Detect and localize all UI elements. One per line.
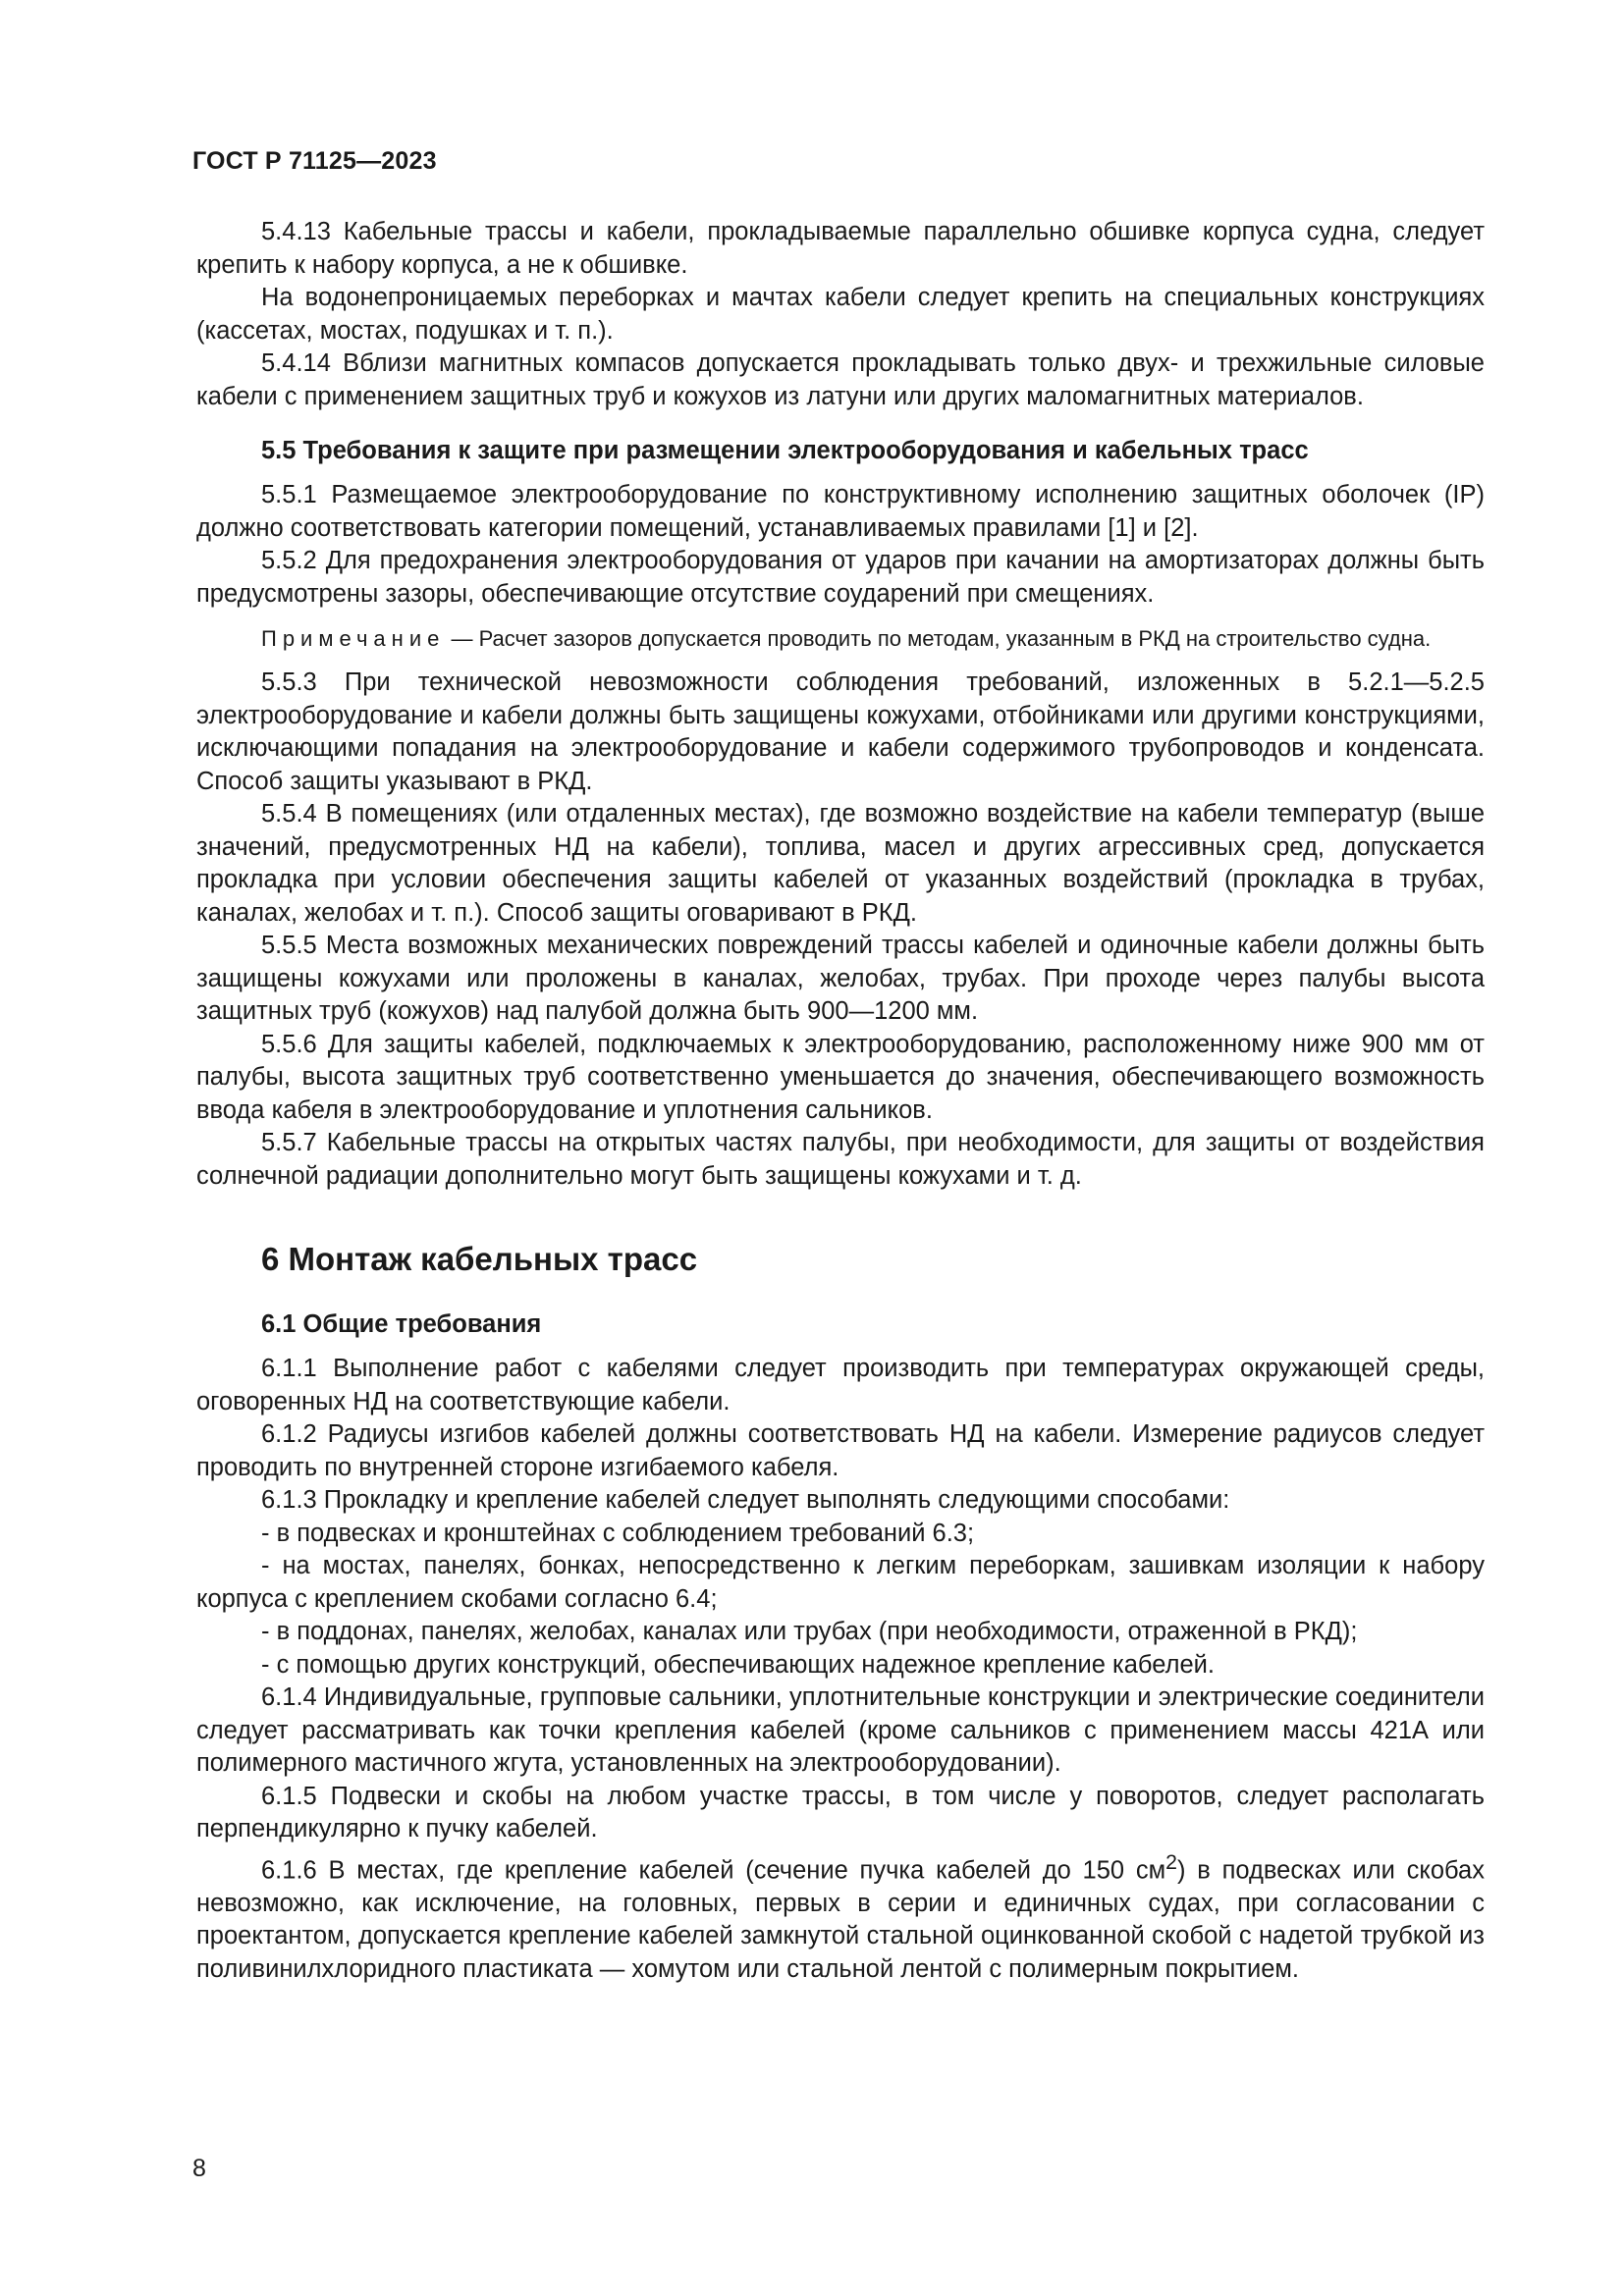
paragraph-6-1-6-part-a: 6.1.6 В местах, где крепление кабелей (сечение пучка кабелей до 150 см	[261, 1856, 1166, 1884]
paragraph-6-1-6-part-b: ) в подвесках или скобах невозможно, как исключение, на головных, первых в серии и единичных судах, при согласовании с проектантом, допускается крепление кабелей замкнутой стальной оцинкованной скобой с надетой трубкой из поливинилхлоридного пластиката — хомутом или стальной лентой с полимерным покрытием.	[196, 1856, 1485, 1983]
paragraph-5-4-13-continued: На водонепроницаемых переборках и мачтах кабели следует крепить на специальных конструкциях (кассетах, мостах, подушках и т. п.).	[196, 284, 1485, 345]
heading-6-1: 6.1 Общие требования	[261, 1310, 542, 1338]
page-number: 8	[192, 2155, 206, 2182]
note	[196, 622, 1485, 655]
paragraph-5-5-2: 5.5.2 Для предохранения электрооборудования от ударов при качании на амортизаторах должны быть предусмотрены зазоры, обеспечивающие отсутствие соударений при смещениях.	[196, 547, 1485, 608]
paragraph-5-5-7: 5.5.7 Кабельные трассы на открытых частях палубы, при необходимости, для защиты от воздействия солнечной радиации дополнительно могут быть защищены кожухами и т. д.	[196, 1129, 1485, 1190]
paragraph-6-1-5: 6.1.5 Подвески и скобы на любом участке трассы, в том числе у поворотов, следует располагать перпендикулярно к пучку кабелей.	[196, 1782, 1485, 1842]
heading-section-6: 6 Монтаж кабельных трасс	[261, 1241, 698, 1277]
superscript-2: 2	[1165, 1849, 1177, 1874]
paragraph-6-1-3: 6.1.3 Прокладку и крепление кабелей следует выполнять следующими способами:	[261, 1486, 1230, 1514]
paragraph-5-5-1: 5.5.1 Размещаемое электрооборудование по конструктивному исполнению защитных оболочек (IP) должно соответствовать категории помещений, устанавливаемых правилами [1] и [2].	[196, 481, 1485, 542]
paragraph-6-1-1: 6.1.1 Выполнение работ с кабелями следует производить при температурах окружающей среды, оговоренных НД на соответствующие кабели.	[196, 1355, 1485, 1415]
list-item: - в поддонах, панелях, желобах, каналах или трубах (при необходимости, отраженной в РКД);	[261, 1618, 1358, 1645]
document-header: ГОСТ Р 71125—2023	[192, 147, 437, 175]
paragraph-5-5-5: 5.5.5 Места возможных механических повреждений трассы кабелей и одиночные кабели должны быть защищены кожухами или проложены в каналах, желобах, трубах. При проходе через палубы высота защитных труб (кожухов) над палубой должна быть 900—1200 мм.	[196, 932, 1485, 1025]
heading-5-5: 5.5 Требования к защите при размещении электрооборудования и кабельных трасс	[261, 437, 1309, 464]
paragraph-5-5-4: 5.5.4 В помещениях (или отдаленных местах), где возможно воздействие на кабели температур (выше значений, предусмотренных НД на кабели), топлива, масел и других агрессивных сред, допускается прокладка при условии обеспечения защиты кабелей от указанных воздействий (прокладка в трубах, каналах, желобах и т. п.). Способ защиты оговаривают в РКД.	[196, 800, 1485, 927]
list-item: - в подвесках и кронштейнах с соблюдением требований 6.3;	[261, 1519, 975, 1547]
paragraph-5-4-14: 5.4.14 Вблизи магнитных компасов допускается прокладывать только двух- и трехжильные силовые кабели с применением защитных труб и кожухов из латуни или других маломагнитных материалов.	[196, 349, 1485, 410]
paragraph-5-5-6: 5.5.6 Для защиты кабелей, подключаемых к электрооборудованию, расположенному ниже 900 мм от палубы, высота защитных труб соответственно уменьшается до значения, обеспечивающего возможность ввода кабеля в электрооборудование и уплотнения сальников.	[196, 1030, 1485, 1124]
page-body	[196, 216, 1485, 1986]
paragraph-6-1-6	[196, 1846, 1485, 1987]
note-text: — Расчет зазоров допускается проводить по методам, указанным в РКД на строительство судна.	[445, 626, 1432, 651]
paragraph-5-5-3: 5.5.3 При технической невозможности соблюдения требований, изложенных в 5.2.1—5.2.5 электрооборудование и кабели должны быть защищены кожухами, отбойниками или другими конструкциями, исключающими попадания на электрооборудование и кабели содержимого трубопроводов и конденсата. Способ защиты указывают в РКД.	[196, 668, 1485, 795]
note-label: Примечание	[261, 626, 446, 651]
paragraph-6-1-2: 6.1.2 Радиусы изгибов кабелей должны соответствовать НД на кабели. Измерение радиусов следует проводить по внутренней стороне изгибаемого кабеля.	[196, 1420, 1485, 1481]
list-item: - с помощью других конструкций, обеспечивающих надежное крепление кабелей.	[261, 1650, 1215, 1679]
list-item: - на мостах, панелях, бонках, непосредственно к легким переборкам, зашивкам изоляции к набору корпуса с креплением скобами согласно 6.4;	[196, 1552, 1485, 1613]
paragraph-6-1-4: 6.1.4 Индивидуальные, групповые сальники, уплотнительные конструкции и электрические соединители следует рассматривать как точки крепления кабелей (кроме сальников с применением массы 421А или полимерного мастичного жгута, установленных на электрооборудовании).	[196, 1683, 1485, 1777]
paragraph-5-4-13: 5.4.13 Кабельные трассы и кабели, прокладываемые параллельно обшивке корпуса судна, следует крепить к набору корпуса, а не к обшивке.	[196, 218, 1485, 279]
